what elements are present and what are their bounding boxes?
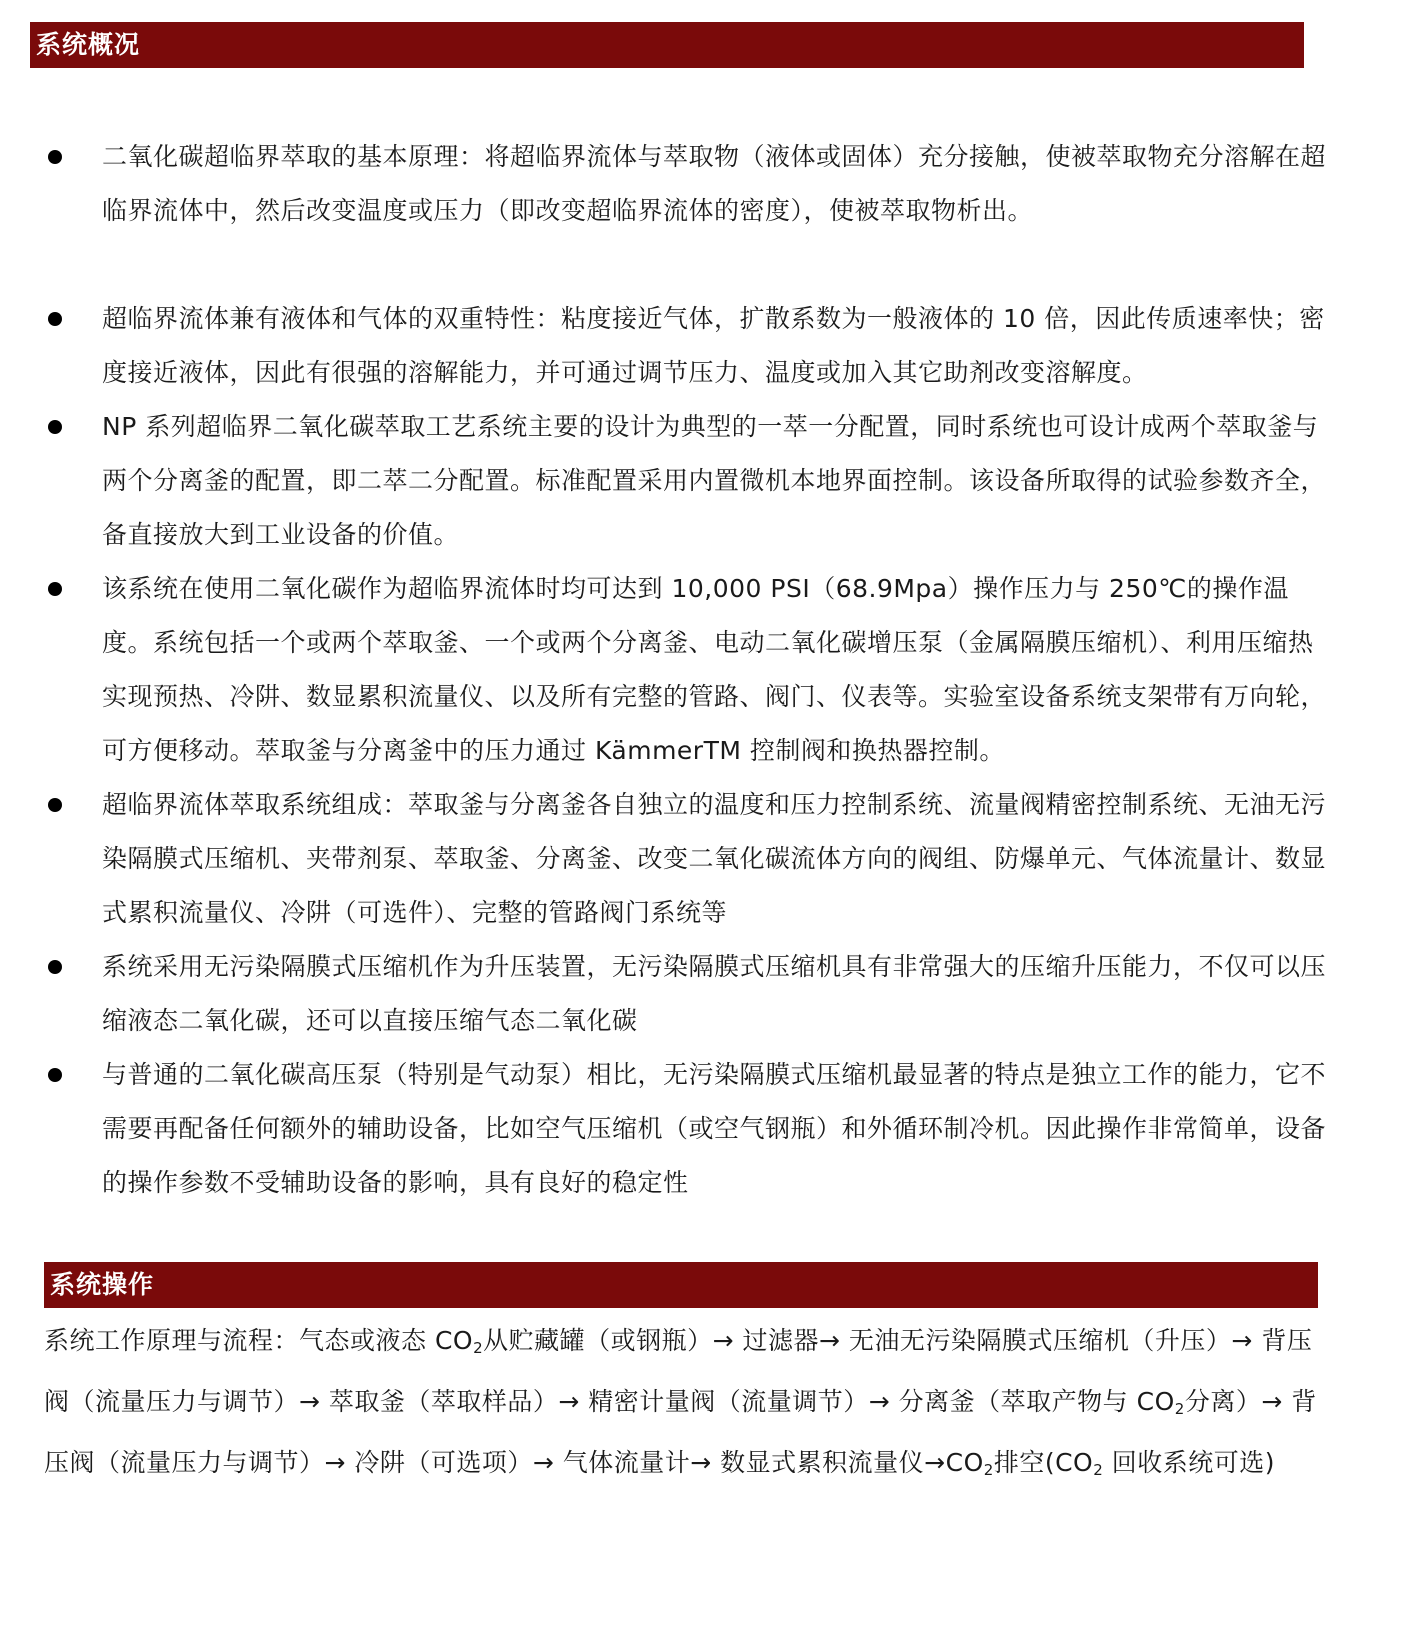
bullet-item bbox=[40, 1048, 1330, 1210]
bullet-dot-icon bbox=[48, 582, 62, 596]
bullet-item bbox=[40, 940, 1330, 1048]
flow-subscript: 2 bbox=[1093, 1461, 1104, 1479]
flow-text: 系统工作原理与流程：气态或液态 CO bbox=[44, 1326, 474, 1355]
bullet-item bbox=[40, 778, 1330, 940]
flow-subscript: 2 bbox=[473, 1339, 484, 1357]
process-flow-text bbox=[44, 1314, 1324, 1497]
bullet-dot-icon bbox=[48, 960, 62, 974]
bullet-dot-icon bbox=[48, 798, 62, 812]
bullet-text: 超临界流体萃取系统组成：萃取釜与分离釜各自独立的温度和压力控制系统、流量阀精密控制系统、无油无污染隔膜式压缩机、夹带剂泵、萃取釜、分离釜、改变二氧化碳流体方向的阀组、防爆单元、气体流量计、数显式累积流量仪、冷阱（可选件）、完整的管路阀门系统等 bbox=[102, 790, 1327, 927]
bullet-text: 该系统在使用二氧化碳作为超临界流体时均可达到 10,000 PSI（68.9Mpa）操作压力与 250℃的操作温度。系统包括一个或两个萃取釜、一个或两个分离釜、电动二氧化碳增压泵（金属隔膜压缩机）、利用压缩热实现预热、冷阱、数显累积流量仪、以及所有完整的管路、阀门、仪表等。实验室设备系统支架带有万向轮，可方便移动。萃取釜与分离釜中的压力通过 KämmerTM 控制阀和换热器控制。 bbox=[102, 574, 1327, 765]
flow-text: 分离）→ 背压阀（流量压力与调节）→ 冷阱（可选项）→ 气体流量计→ 数显式累积流量仪→CO bbox=[44, 1387, 1317, 1477]
flow-subscript: 2 bbox=[983, 1461, 994, 1479]
bullet-item bbox=[40, 562, 1330, 778]
bullet-text: 与普通的二氧化碳高压泵（特别是气动泵）相比，无污染隔膜式压缩机最显著的特点是独立工作的能力，它不需要再配备任何额外的辅助设备，比如空气压缩机（或空气钢瓶）和外循环制冷机。因此操作非常简单，设备的操作参数不受辅助设备的影响，具有良好的稳定性 bbox=[102, 1060, 1327, 1197]
section-header-operation bbox=[44, 1262, 1318, 1308]
overview-bullet-list-2 bbox=[40, 292, 1330, 1210]
bullet-text: NP 系列超临界二氧化碳萃取工艺系统主要的设计为典型的一萃一分配置，同时系统也可设计成两个萃取釜与两个分离釜的配置，即二萃二分配置。标准配置采用内置微机本地界面控制。该设备所取得的试验参数齐全，备直接放大到工业设备的价值。 bbox=[102, 412, 1327, 549]
flow-text: 从贮藏罐（或钢瓶）→ 过滤器→ 无油无污染隔膜式压缩机（升压）→ 背压阀（流量压力与调节）→ 萃取釜（萃取样品）→ 精密计量阀（流量调节）→ 分离釜（萃取产物与 CO bbox=[44, 1326, 1313, 1416]
bullet-item bbox=[40, 292, 1330, 400]
bullet-item bbox=[40, 130, 1330, 238]
bullet-text: 系统采用无污染隔膜式压缩机作为升压装置，无污染隔膜式压缩机具有非常强大的压缩升压能力，不仅可以压缩液态二氧化碳，还可以直接压缩气态二氧化碳 bbox=[102, 952, 1327, 1035]
bullet-text: 二氧化碳超临界萃取的基本原理：将超临界流体与萃取物（液体或固体）充分接触，使被萃取物充分溶解在超临界流体中，然后改变温度或压力（即改变超临界流体的密度），使被萃取物析出。 bbox=[102, 142, 1327, 225]
bullet-dot-icon bbox=[48, 420, 62, 434]
section-title-operation: 系统操作 bbox=[50, 1270, 155, 1299]
flow-text: 排空(CO bbox=[993, 1448, 1094, 1477]
bullet-dot-icon bbox=[48, 312, 62, 326]
overview-bullet-list-1 bbox=[40, 130, 1330, 238]
bullet-item bbox=[40, 400, 1330, 562]
flow-subscript: 2 bbox=[1174, 1400, 1185, 1418]
flow-text: 回收系统可选) bbox=[1103, 1448, 1275, 1477]
section-header-overview bbox=[30, 22, 1304, 68]
bullet-text: 超临界流体兼有液体和气体的双重特性：粘度接近气体，扩散系数为一般液体的 10 倍，因此传质速率快；密度接近液体，因此有很强的溶解能力，并可通过调节压力、温度或加入其它助剂改变溶解度。 bbox=[102, 304, 1325, 387]
bullet-dot-icon bbox=[48, 150, 62, 164]
bullet-dot-icon bbox=[48, 1068, 62, 1082]
section-title-overview: 系统概况 bbox=[36, 30, 141, 59]
